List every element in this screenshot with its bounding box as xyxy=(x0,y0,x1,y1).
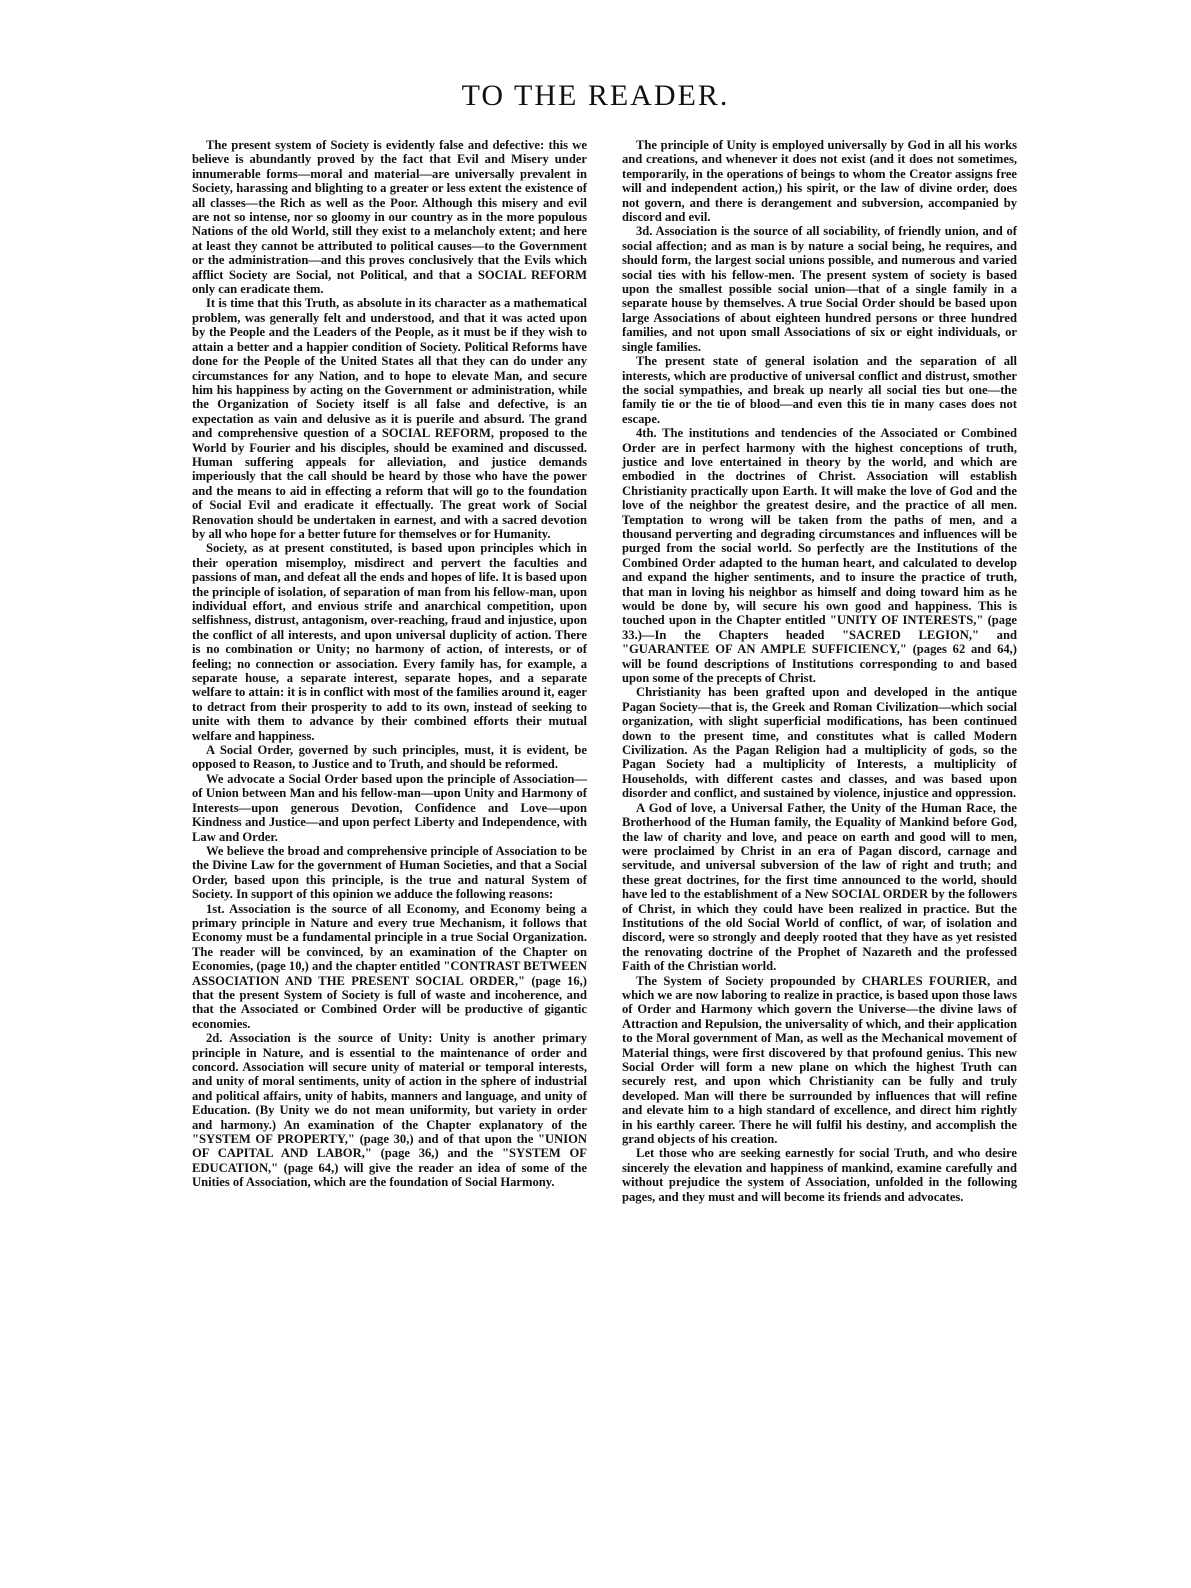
paragraph: A God of love, a Universal Father, the Unity of the Human Race, the Brotherhood of the Human family, the Equality of Mankind before God, the law of charity and love, and peace on earth and good will to men, were proclaimed by Christ in an era of Pagan discord, carnage and servitude, and universal subversion of the law of right and truth; and these great doctrines, for the first time announced to the world, should have led to the establishment of a New SOCIAL ORDER by the followers of Christ, in which they could have been realized in practice. But the Institutions of the old Social World of conflict, of war, of isolation and discord, were so strongly and deeply rooted that they have as yet resisted the renovating doctrine of the Prophet of Nazareth and the professed Faith of the Christian world. xyxy=(622,800,1017,974)
paragraph: We advocate a Social Order based upon the principle of Association—of Union between Man and his fellow-man—upon Unity and Harmony of Interests—upon generous Devotion, Confidence and Love—upon Kindness and Justice—and upon perfect Liberty and Independence, with Law and Order. xyxy=(192,771,587,844)
paragraph: We believe the broad and comprehensive principle of Association to be the Divine Law for the government of Human Societies, and that a Social Order, based upon this principle, is the true and natural System of Society. In support of this opinion we adduce the following reasons: xyxy=(192,843,587,902)
paragraph: The present state of general isolation and the separation of all interests, which are productive of universal conflict and distrust, smother the social sympathies, and break up nearly all social ties but one—the family tie or the tie of blood—and even this tie in many cases does not escape. xyxy=(622,354,1017,426)
page-title: TO THE READER. xyxy=(461,79,730,112)
paragraph: 2d. Association is the source of Unity: Unity is another primary principle in Nature, and is essential to the maintenance of order and concord. Association will secure unity of material or temporal interests, and unity of moral sentiments, unity of action in the sphere of industrial and political affairs, unity of habits, manners and language, and unity of Education. (By Unity we do not mean uniformity, but variety in order and harmony.) An examination of the Chapter explanatory of the "SYSTEM OF PROPERTY," (page 30,) and of that upon the "UNION OF CAPITAL AND LABOR," (page 36,) and the "SYSTEM OF EDUCATION," (page 64,) will give the reader an idea of some of the Unities of Association, which are the foundation of Social Harmony. xyxy=(192,1031,587,1190)
right-column xyxy=(622,138,1017,1204)
paragraph: Christianity has been grafted upon and developed in the antique Pagan Society—that is, the Greek and Roman Civilization—which social organization, with slight superficial modifications, has been continued down to the present time, and constitutes what is called Modern Civilization. As the Pagan Religion had a multiplicity of gods, so the Pagan Society had a multiplicity of Interests, a multiplicity of Households, with different castes and classes, and was based upon disorder and conflict, and sustained by violence, injustice and oppression. xyxy=(622,685,1017,801)
paragraph: Let those who are seeking earnestly for social Truth, and who desire sincerely the elevation and happiness of mankind, examine carefully and without prejudice the system of Association, unfolded in the following pages, and they must and will become its friends and advocates. xyxy=(622,1146,1017,1204)
left-column xyxy=(192,138,587,1190)
paragraph: 3d. Association is the source of all sociability, of friendly union, and of social affection; and as man is by nature a social being, he requires, and should form, the largest social unions possible, and numerous and varied social ties with his fellow-men. The present system of society is based upon the smallest possible social union—that of a single family in a separate house by themselves. A true Social Order should be based upon large Associations of about eighteen hundred persons or three hundred families, and not upon small Associations of six or eight individuals, or single families. xyxy=(622,224,1017,354)
paragraph: 4th. The institutions and tendencies of the Associated or Combined Order are in perfect harmony with the highest conceptions of truth, justice and love entertained in theory by the world, and which are embodied in the doctrines of Christ. Association will establish Christianity practically upon Earth. It will make the love of God and the love of the neighbor the greatest desire, and the practice of all men. Temptation to wrong will be taken from the paths of men, and a thousand perverting and degrading circumstances and influences will be purged from the social world. So perfectly are the Institutions of the Combined Order adapted to the human heart, and calculated to develop and expand the higher sentiments, and to insure the practice of truth, that man in loving his neighbor as himself and doing toward him as he would be done by, will secure his own good and happiness. This is touched upon in the Chapter entitled "UNITY OF INTERESTS," (page 33.)—In the Chapters headed "SACRED LEGION," and "GUARANTEE OF AN AMPLE SUFFICIENCY," (pages 62 and 64,) will be found descriptions of Institutions corresponding to and based upon some of the precepts of Christ. xyxy=(622,426,1017,686)
paragraph: The System of Society propounded by CHARLES FOURIER, and which we are now laboring to realize in practice, is based upon those laws of Order and Harmony which govern the Universe—the divine laws of Attraction and Repulsion, the universality of which, and their application to the Moral government of Man, as well as the Mechanical movement of Material things, were first discovered by that profound genius. This new Social Order will form a new plane on which the highest Truth can securely rest, and upon which Christianity can be fully and truly developed. Man will there be surrounded by influences that will refine and elevate him to a high standard of excellence, and direct him rightly in his earthly career. There he will fulfil his destiny, and accomplish the grand objects of his creation. xyxy=(622,973,1017,1147)
paragraph: Society, as at present constituted, is based upon principles which in their operation misemploy, misdirect and pervert the faculties and passions of man, and defeat all the ends and hopes of life. It is based upon the principle of isolation, of separation of man from his fellow-man, upon individual effort, and envious strife and anarchical competition, upon selfishness, distrust, antagonism, over-reaching, fraud and injustice, upon the conflict of all interests, and upon universal duplicity of action. There is no combination or Unity; no harmony of action, of interests, or of feeling; no connection or association. Every family has, for example, a separate house, a separate interest, separate hopes, and a separate welfare to attain: it is in conflict with most of the families around it, eager to detract from their prosperity to add to its own, instead of seeking to unite with them to advance by their combined efforts their mutual welfare and happiness. xyxy=(192,541,587,743)
paragraph: The principle of Unity is employed universally by God in all his works and creations, and whenever it does not exist (and it does not sometimes, temporarily, in the operations of beings to whom the Creator assigns free will and independent action,) his spirit, or the law of divine order, does not govern, and there is derangement and subversion, accompanied by discord and evil. xyxy=(622,138,1017,225)
paragraph: It is time that this Truth, as absolute in its character as a mathematical problem, was generally felt and understood, and that it was acted upon by the People and the Leaders of the People, as it must be if they wish to attain a better and a happier condition of Society. Political Reforms have done for the People of the United States all that they can do under any circumstances for any Nation, and to hope to elevate Man, and secure him his happiness by acting on the Government or administration, while the Organization of Society itself is all false and defective, is an expectation as vain and delusive as it is puerile and absurd. The grand and comprehensive question of a SOCIAL REFORM, proposed to the World by Fourier and his disciples, should be examined and discussed. Human suffering appeals for alleviation, and justice demands imperiously that the call should be heard by those who have the power and the means to aid in effecting a reform that will go to the foundation of Social Evil and eradicate it effectually. The great work of Social Renovation should be undertaken in earnest, and with a sacred devotion by all who hope for a better future for themselves or for Humanity. xyxy=(192,296,587,541)
paragraph: 1st. Association is the source of all Economy, and Economy being a primary principle in Nature and every true Mechanism, it follows that Economy must be a fundamental principle in a true Social Organization. The reader will be convinced, by an examination of the Chapter on Economies, (page 10,) and the chapter entitled "CONTRAST BETWEEN ASSOCIATION AND THE PRESENT SOCIAL ORDER," (page 16,) that the present System of Society is full of waste and incoherence, and that the Associated or Combined Order will be productive of gigantic economies. xyxy=(192,901,587,1031)
paragraph: The present system of Society is evidently false and defective: this we believe is abundantly proved by the fact that Evil and Misery under innumerable forms—moral and material—are universally prevalent in Society, harassing and blighting to a greater or less extent the existence of all classes—the Rich as well as the Poor. Although this misery and evil are not so intense, nor so gloomy in our country as in the more populous Nations of the old World, still they exist to a melancholy extent; and here at least they cannot be attributed to political causes—to the Government or the administration—and this proves conclusively that the Evils which afflict Society are Social, not Political, and that a SOCIAL REFORM only can eradicate them. xyxy=(192,138,587,297)
paragraph: A Social Order, governed by such principles, must, it is evident, be opposed to Reason, to Justice and to Truth, and should be reformed. xyxy=(192,743,587,772)
